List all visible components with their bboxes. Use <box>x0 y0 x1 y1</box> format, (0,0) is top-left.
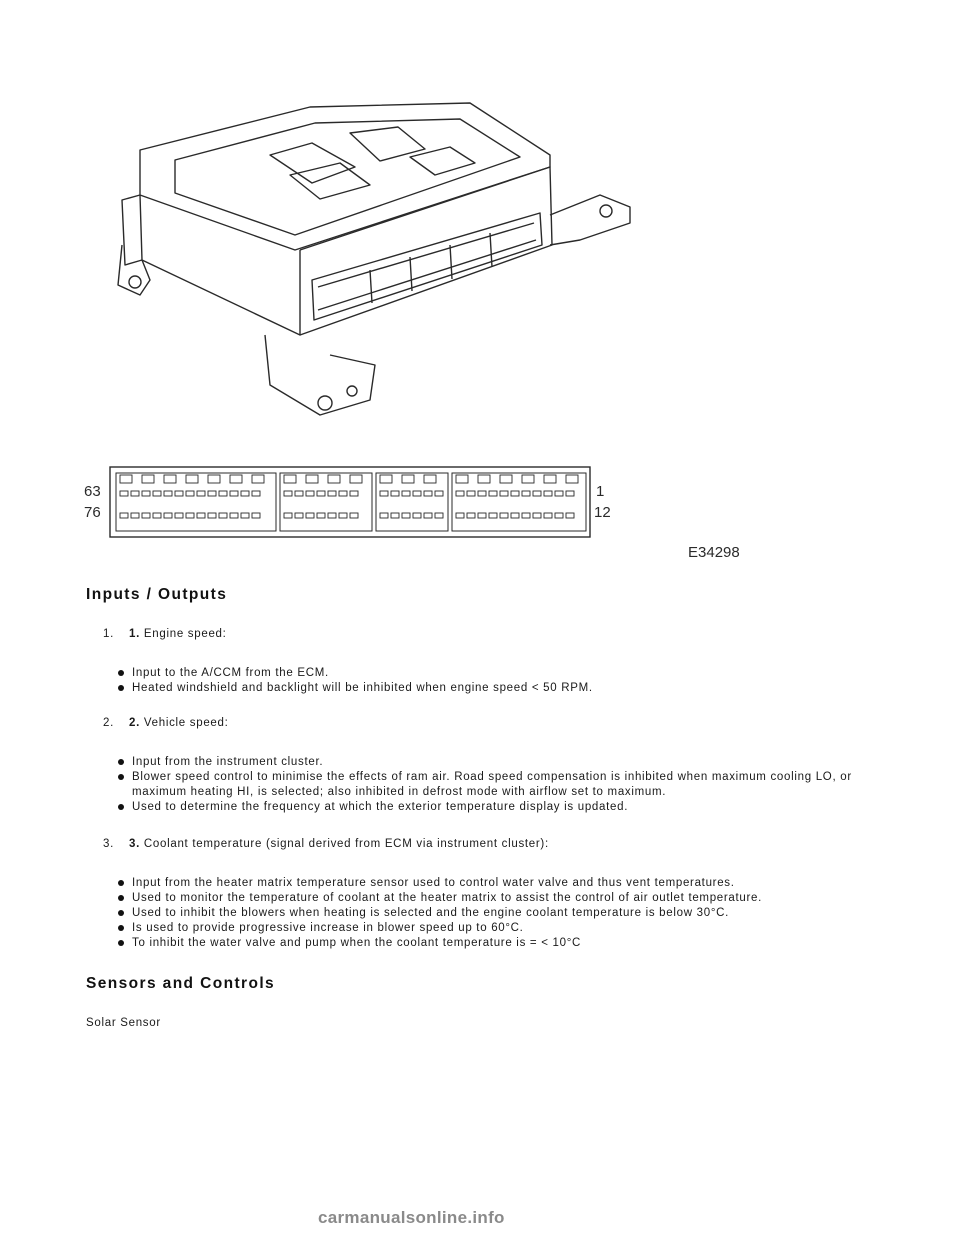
connector-pin <box>533 491 541 496</box>
connector-pin <box>380 491 388 496</box>
item-label: 1. <box>129 628 140 640</box>
connector-pin <box>500 513 508 518</box>
connector-pin <box>391 491 399 496</box>
pin-label-76: 76 <box>84 504 101 521</box>
connector-pin <box>186 513 194 518</box>
bullet-item: Heated windshield and backlight will be inhibited when engine speed < 50 RPM. <box>118 681 858 696</box>
connector-pin <box>555 513 563 518</box>
bullet-item: Is used to provide progressive increase in blower speed up to 60°C. <box>118 921 858 936</box>
connector-key <box>380 475 392 483</box>
item-number: 3. <box>103 838 114 850</box>
connector-pin <box>252 513 260 518</box>
connector-pin <box>555 491 563 496</box>
module-housing-drawing <box>118 103 630 415</box>
watermark: carmanualsonline.info <box>318 1208 505 1227</box>
connector-pin <box>175 491 183 496</box>
connector-pin <box>306 491 314 496</box>
connector-pin <box>208 491 216 496</box>
connector-pin <box>544 491 552 496</box>
connector-key <box>424 475 436 483</box>
connector-key <box>350 475 362 483</box>
connector-key <box>544 475 556 483</box>
connector-pin <box>295 491 303 496</box>
connector-key <box>208 475 220 483</box>
connector-pin <box>435 513 443 518</box>
bullet-dot-icon <box>118 880 124 886</box>
connector-pin <box>522 513 530 518</box>
connector-pin <box>511 491 519 496</box>
inputs-outputs-heading: Inputs / Outputs <box>86 586 228 603</box>
module-illustration <box>80 95 760 575</box>
bullet-dot-icon <box>118 670 124 676</box>
connector-pin <box>424 513 432 518</box>
item-text: Coolant temperature (signal derived from ECM via instrument cluster): <box>143 838 549 850</box>
connector-pin <box>339 491 347 496</box>
connector-pin <box>350 491 358 496</box>
connector-pin <box>478 513 486 518</box>
connector-pin <box>197 513 205 518</box>
bullet-item: To inhibit the water valve and pump when the coolant temperature is = < 10°C <box>118 936 858 951</box>
connector-pin <box>295 513 303 518</box>
connector-key <box>478 475 490 483</box>
bullet-dot-icon <box>118 910 124 916</box>
connector-pin <box>380 513 388 518</box>
solar-sensor-subheading: Solar Sensor <box>86 1017 161 1029</box>
connector-pin <box>153 491 161 496</box>
bullet-dot-icon <box>118 940 124 946</box>
bullet-dot-icon <box>118 774 124 780</box>
connector-pin <box>467 513 475 518</box>
pin-label-1: 1 <box>596 483 605 500</box>
connector-pin <box>175 513 183 518</box>
connector-pin <box>131 491 139 496</box>
bullet-dot-icon <box>118 685 124 691</box>
connector-pin <box>219 513 227 518</box>
connector-pin <box>230 513 238 518</box>
item-label: 3. <box>129 838 140 850</box>
connector-key <box>230 475 242 483</box>
connector-pin <box>230 491 238 496</box>
connector-pin <box>306 513 314 518</box>
connector-pin <box>533 513 541 518</box>
connector-key <box>522 475 534 483</box>
connector-pin <box>424 491 432 496</box>
list-item-coolant-temperature <box>103 838 549 850</box>
connector-pin <box>402 491 410 496</box>
connector-pin <box>456 491 464 496</box>
bullet-item: Used to monitor the temperature of coolant at the heater matrix to assist the control of air outlet temperature. <box>118 891 858 906</box>
connector-pin <box>478 491 486 496</box>
connector-pin <box>164 491 172 496</box>
bullet-dot-icon <box>118 804 124 810</box>
figure-code: E34298 <box>688 544 740 561</box>
connector-pin <box>402 513 410 518</box>
connector-key <box>142 475 154 483</box>
bullet-dot-icon <box>118 925 124 931</box>
connector-pin <box>241 491 249 496</box>
connector-pin <box>566 491 574 496</box>
connector-key <box>252 475 264 483</box>
bullet-item: Used to determine the frequency at which the exterior temperature display is updated. <box>118 800 858 815</box>
connector-pin <box>456 513 464 518</box>
connector-pin <box>328 491 336 496</box>
connector-pin <box>284 491 292 496</box>
connector-pin <box>208 513 216 518</box>
connector-pin <box>544 513 552 518</box>
connector-pin <box>522 491 530 496</box>
connector-key <box>120 475 132 483</box>
connector-key <box>566 475 578 483</box>
pin-label-63: 63 <box>84 483 101 500</box>
connector-pin <box>131 513 139 518</box>
connector-pin <box>186 491 194 496</box>
connector-key <box>306 475 318 483</box>
module-figure <box>80 95 760 575</box>
bullet-item: Input from the heater matrix temperature sensor used to control water valve and thus vent temperatures. <box>118 876 858 891</box>
connector-face-diagram <box>84 467 611 537</box>
connector-pin <box>284 513 292 518</box>
connector-pin <box>339 513 347 518</box>
bullet-item: Input from the instrument cluster. <box>118 755 858 770</box>
bullet-item: Blower speed control to minimise the effects of ram air. Road speed compensation is inhibited when maximum cooling LO, or maximum heating HI, is selected; also inhibited in defrost mode with airflow set to maximum. <box>118 770 858 800</box>
connector-pin <box>328 513 336 518</box>
item-label: 2. <box>129 717 140 729</box>
list-item-vehicle-speed <box>103 717 229 729</box>
connector-pin <box>489 491 497 496</box>
connector-key <box>284 475 296 483</box>
connector-pin <box>197 491 205 496</box>
connector-pin <box>391 513 399 518</box>
connector-pin <box>489 513 497 518</box>
list-item-engine-speed <box>103 628 227 640</box>
connector-pin <box>317 491 325 496</box>
connector-pin <box>142 513 150 518</box>
bullet-dot-icon <box>118 759 124 765</box>
connector-pin <box>566 513 574 518</box>
connector-key <box>328 475 340 483</box>
item-text: Engine speed: <box>143 628 227 640</box>
item-number: 2. <box>103 717 114 729</box>
connector-pin <box>435 491 443 496</box>
bullet-item: Used to inhibit the blowers when heating is selected and the engine coolant temperature is below 30°C. <box>118 906 858 921</box>
connector-pin <box>467 491 475 496</box>
pin-label-12: 12 <box>594 504 611 521</box>
connector-pin <box>164 513 172 518</box>
connector-pin <box>252 491 260 496</box>
item-number: 1. <box>103 628 114 640</box>
connector-pin <box>413 513 421 518</box>
connector-pin <box>413 491 421 496</box>
connector-pin <box>219 491 227 496</box>
connector-key <box>456 475 468 483</box>
connector-key <box>402 475 414 483</box>
connector-key <box>500 475 512 483</box>
bullet-dot-icon <box>118 895 124 901</box>
connector-pin <box>317 513 325 518</box>
item-text: Vehicle speed: <box>143 717 229 729</box>
connector-pin <box>120 513 128 518</box>
connector-pin <box>142 491 150 496</box>
connector-pin <box>120 491 128 496</box>
connector-key <box>164 475 176 483</box>
bullet-item: Input to the A/CCM from the ECM. <box>118 666 858 681</box>
connector-pin <box>153 513 161 518</box>
connector-pin <box>241 513 249 518</box>
connector-key <box>186 475 198 483</box>
connector-pin <box>500 491 508 496</box>
sensors-controls-heading: Sensors and Controls <box>86 975 276 992</box>
connector-pin <box>511 513 519 518</box>
connector-pin <box>350 513 358 518</box>
